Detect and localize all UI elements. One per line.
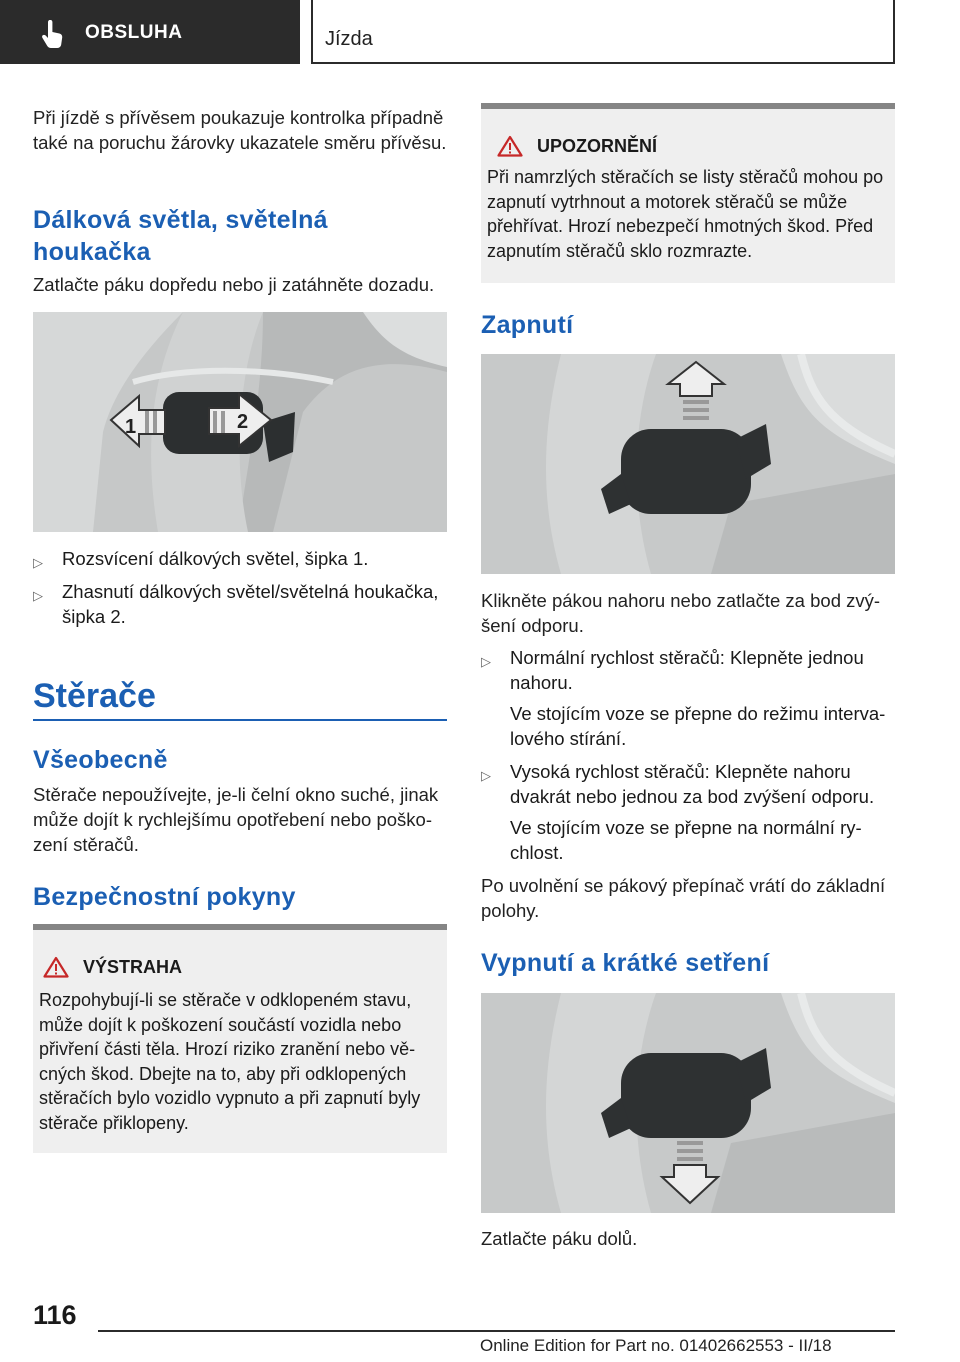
wipers-off-text: Zatlačte páku dolů.: [481, 1228, 638, 1249]
wipers-on-heading: Zapnutí: [481, 311, 574, 339]
high-beam-lever-figure: [33, 312, 447, 532]
hand-pointer-icon: [40, 20, 66, 48]
general-text: Stěrače nepoužívejte, je-li čelní okno suché, jinak může dojít k rychlejšímu opotřebení nebo poškození stěračů.: [33, 784, 439, 855]
chapter-title: Jízda: [325, 28, 373, 50]
caution-label: UPOZORNĚNÍ: [537, 135, 658, 156]
triangle-bullet-icon: ▷: [33, 555, 43, 570]
triangle-bullet-icon: ▷: [481, 768, 491, 783]
safety-heading: Bezpečnostní pokyny: [33, 883, 296, 911]
warning-triangle-icon: [43, 956, 69, 978]
warning-box: [33, 924, 447, 1153]
caution-box: [481, 103, 895, 283]
wipers-off-figure: [481, 993, 895, 1213]
edition-text: Online Edition for Part no. 01402662553 - II/18: [480, 1336, 832, 1355]
footer-rule: [98, 1330, 895, 1332]
page-number: 116: [33, 1300, 77, 1330]
wipers-on-list: [481, 645, 895, 865]
heading-rule: [33, 719, 447, 721]
list-item: ▷ Normální rychlost stěračů: Klepněte jednou nahoru. Ve stojícím voze se přepne do režimu intervalového stírání.: [481, 647, 886, 749]
wipers-off-heading: Vypnutí a krátké setření: [481, 949, 770, 977]
warning-label: VÝSTRAHA: [83, 956, 183, 977]
triangle-bullet-icon: ▷: [33, 588, 43, 603]
list-item: ▷ Rozsvícení dálkových světel, šipka 1.: [33, 546, 447, 571]
wipers-heading: Stěrače: [33, 677, 156, 715]
caution-triangle-icon: [497, 135, 523, 157]
high-beam-text: Zatlačte páku dopředu nebo ji zatáhněte dozadu.: [33, 274, 435, 295]
chapter-header: [311, 0, 895, 64]
wipers-on-text: Klikněte pákou nahoru nebo zatlačte za bod zvýšení odporu.: [481, 590, 881, 636]
caution-text: Při namrzlých stěračích se listy stěračů mohou po zapnutí vytrhnout a motorek stěračů se může přehřívat. Hrozí nebezpečí hmotných škod. Před zapnutím stěračů sklo rozmrazte.: [487, 167, 884, 261]
triangle-bullet-icon: ▷: [481, 654, 491, 669]
section-tab[interactable]: [0, 0, 300, 64]
list-item: ▷ Zhasnutí dálkových světel/světelná houkačka, šipka 2.: [33, 581, 439, 627]
list-item: ▷ Vysoká rychlost stěračů: Klepněte nahoru dvakrát nebo jednou za bod zvýšení odporu. Ve stojícím voze se přepne na normální rychlost.: [481, 761, 875, 863]
warning-text: Rozpohybují-li se stěrače v odklopeném stavu, může dojít k poškození součástí vozidla nebo přivření části těla. Hrozí riziko zranění nebo věcných škod. Dbejte na to, aby při odklopených stěračích bylo vozidlo vypnuto a při zapnutí byly stěrače přiklopeny.: [39, 990, 421, 1133]
high-beam-heading: Dálková světla, světelná houkačka: [33, 206, 328, 266]
section-tab-label: OBSLUHA: [85, 22, 183, 43]
release-text: Po uvolnění se pákový přepínač vrátí do základní polohy.: [481, 875, 886, 921]
high-beam-list: [33, 546, 447, 629]
figure-label-2: 2: [237, 411, 249, 433]
general-heading: Všeobecně: [33, 746, 168, 774]
wipers-on-figure: [481, 354, 895, 574]
trailer-indicator-text: Při jízdě s přívěsem poukazuje kontrolka případně také na poruchu žárovky ukazatele směru přívěsu.: [33, 107, 447, 153]
figure-label-1: 1: [125, 416, 137, 438]
